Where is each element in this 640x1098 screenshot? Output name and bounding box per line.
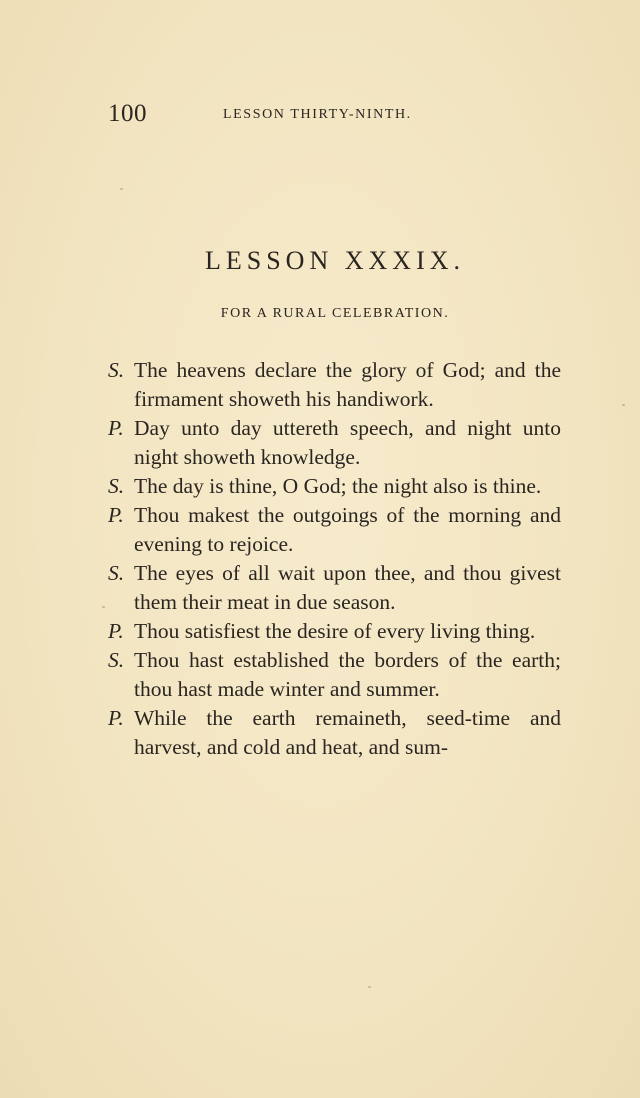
verse-text: Day unto day uttereth speech, and night unto night showeth knowledge. xyxy=(134,416,561,469)
verse-text: The eyes of all wait upon thee, and thou givest them their meat in due season. xyxy=(134,561,561,614)
verse-text: Thou hast established the borders of the earth; thou hast made winter and summer. xyxy=(134,648,561,701)
verse-2 xyxy=(108,414,561,472)
verse-7 xyxy=(108,646,561,704)
verse-6 xyxy=(108,617,561,646)
lesson-title: LESSON XXXIX. xyxy=(205,246,465,275)
running-title: LESSON THIRTY-NINTH. xyxy=(223,107,412,122)
verse-text: The heavens declare the glory of God; and the firmament showeth his handiwork. xyxy=(134,358,561,411)
speaker-label: S. xyxy=(108,648,125,672)
verse-5 xyxy=(108,559,561,617)
running-head xyxy=(108,100,458,130)
verse-4 xyxy=(108,501,561,559)
speaker-label: S. xyxy=(108,474,125,498)
speaker-label: P. xyxy=(108,416,124,440)
verse-text: Thou satisfiest the desire of every living thing. xyxy=(134,619,536,643)
speaker-label: P. xyxy=(108,619,124,643)
speaker-label: P. xyxy=(108,503,124,527)
speaker-label: P. xyxy=(108,706,124,730)
paper-speck xyxy=(368,986,371,988)
paper-speck xyxy=(120,188,123,190)
verse-text: While the earth remaineth, seed-time and harvest, and cold and heat, and sum- xyxy=(134,706,561,759)
page-number: 100 xyxy=(108,100,147,127)
lesson-subtitle: FOR A RURAL CELEBRATION. xyxy=(220,306,450,321)
verse-1 xyxy=(108,356,561,414)
verse-text: Thou makest the outgoings of the morning and evening to rejoice. xyxy=(134,503,561,556)
speaker-label: S. xyxy=(108,561,125,585)
verse-8 xyxy=(108,704,561,762)
verse-3 xyxy=(108,472,561,501)
paper-speck xyxy=(102,606,105,608)
paper-speck xyxy=(622,404,625,406)
verse-text: The day is thine, O God; the night also is thine. xyxy=(134,474,542,498)
speaker-label: S. xyxy=(108,358,125,382)
responsive-reading xyxy=(108,356,561,762)
